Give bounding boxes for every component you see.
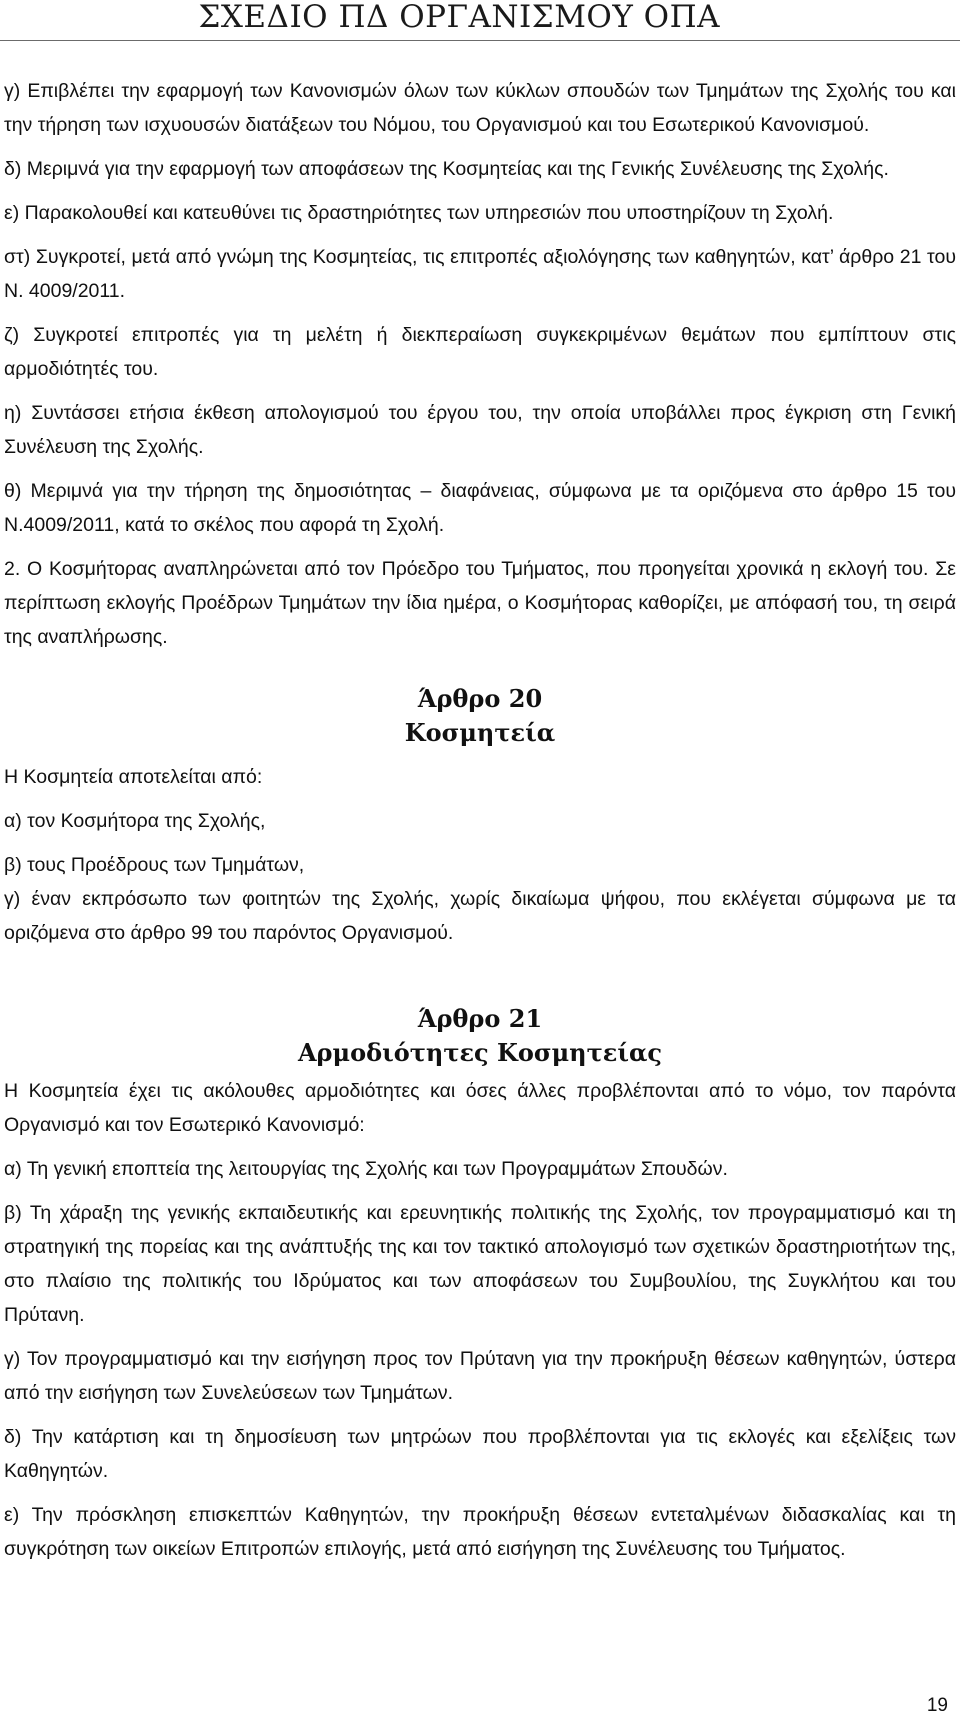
article-20-heading xyxy=(4,682,956,750)
article-20-composition xyxy=(4,760,956,892)
header-divider xyxy=(0,40,960,41)
article-21-number: Άρθρο 21 xyxy=(417,1004,543,1033)
paragraph-epsilon: ε) Παρακολουθεί και κατευθύνει τις δραστηριότητες των υπηρεσιών που υποστηρίζουν τη Σχολή. xyxy=(4,202,834,224)
article-21-heading xyxy=(4,1002,956,1070)
article-21-item-gamma: γ) Τον προγραμματισμό και την εισήγηση προς τον Πρύτανη για την προκήρυξη θέσεων καθηγητών, ύστερα από την εισήγηση των Συνελεύσεων των Τμημάτων. xyxy=(4,1348,956,1404)
article-20-item-alpha: α) τον Κοσμήτορα της Σχολής, xyxy=(4,810,266,832)
page-number: 19 xyxy=(926,1695,948,1716)
article-20-item-gamma: γ) έναν εκπρόσωπο των φοιτητών της Σχολής, χωρίς δικαίωμα ψήφου, που εκλέγεται σύμφωνα με τα οριζόμενα στο άρθρο 99 του παρόντος Οργανισμού. xyxy=(4,888,956,944)
article-21-item-epsilon: ε) Την πρόσκληση επισκεπτών Καθηγητών, την προκήρυξη θέσεων εντεταλμένων διδασκαλίας και τη συγκρότηση των οικείων Επιτροπών επιλογής, μετά από εισήγηση της Συνέλευσης του Τμήματος. xyxy=(4,1504,956,1560)
paragraph-theta: θ) Μεριμνά για την τήρηση της δημοσιότητας – διαφάνειας, σύμφωνα με τα οριζόμενα στο άρθρο 15 του Ν.4009/2011, κατά το σκέλος που αφορά τη Σχολή. xyxy=(4,480,956,536)
article-20-item-beta: β) τους Προέδρους των Τμημάτων, xyxy=(4,854,305,876)
article-20-number: Άρθρο 20 xyxy=(417,684,543,713)
article-21-item-beta: β) Τη χάραξη της γενικής εκπαιδευτικής και ερευνητικής πολιτικής της Σχολής, τον προγραμματισμό και τη στρατηγική της πορείας και της ανάπτυξής της και τον τακτικό απολογισμό των σχετικών δραστηριοτήτων της, στο πλαίσιο της πολιτικής του Ιδρύματος και των αποφάσεων του Συμβουλίου, της Συγκλήτου και του Πρύτανη. xyxy=(4,1202,956,1326)
page-header-title: ΣΧΕΔΙΟ ΠΔ ΟΡΓΑΝΙΣΜΟΥ ΟΠΑ xyxy=(198,0,720,35)
article-21-title: Αρμοδιότητες Κοσμητείας xyxy=(297,1038,663,1067)
paragraph-delta: δ) Μεριμνά για την εφαρμογή των αποφάσεων της Κοσμητείας και της Γενικής Συνέλευσης της Σχολής. xyxy=(4,158,889,180)
paragraph-zeta: ζ) Συγκροτεί επιτροπές για τη μελέτη ή διεκπεραίωση συγκεκριμένων θεμάτων που εμπίπτουν στις αρμοδιότητές του. xyxy=(4,324,956,380)
article-20-title: Κοσμητεία xyxy=(404,718,556,747)
article-21-item-alpha: α) Τη γενική εποπτεία της λειτουργίας της Σχολής και των Προγραμμάτων Σπουδών. xyxy=(4,1158,728,1180)
paragraph-eta: η) Συντάσσει ετήσια έκθεση απολογισμού του έργου του, την οποία υποβάλλει προς έγκριση στη Γενική Συνέλευση της Σχολής. xyxy=(4,402,956,458)
article-20-intro: Η Κοσμητεία αποτελείται από: xyxy=(4,766,263,788)
article-21-intro: Η Κοσμητεία έχει τις ακόλουθες αρμοδιότητες και όσες άλλες προβλέπονται από το νόμο, τον παρόντα Οργανισμό και τον Εσωτερικό Κανονισμό: xyxy=(4,1080,956,1136)
paragraph-2: 2. Ο Κοσμήτορας αναπληρώνεται από τον Πρόεδρο του Τμήματος, που προηγείται χρονικά η εκλογή του. Σε περίπτωση εκλογής Προέδρων Τμημάτων την ίδια ημέρα, ο Κοσμήτορας καθορίζει, με απόφασή του, τη σειρά της αναπλήρωσης. xyxy=(4,558,956,648)
paragraph-st: στ) Συγκροτεί, μετά από γνώμη της Κοσμητείας, τις επιτροπές αξιολόγησης των καθηγητών, κατ’ άρθρο 21 του Ν. 4009/2011. xyxy=(4,246,956,302)
article-20-section xyxy=(4,682,956,882)
paragraph-gamma: γ) Επιβλέπει την εφαρμογή των Κανονισμών όλων των κύκλων σπουδών των Τμημάτων της Σχολής του και την τήρηση των ισχυουσών διατάξεων του Νόμου, του Οργανισμού και του Εσωτερικού Κανονισμού. xyxy=(4,80,956,136)
article-21-item-delta: δ) Την κατάρτιση και τη δημοσίευση των μητρώων που προβλέπονται για τις εκλογές και εξελίξεις των Καθηγητών. xyxy=(4,1426,956,1482)
document-body xyxy=(4,74,956,1576)
